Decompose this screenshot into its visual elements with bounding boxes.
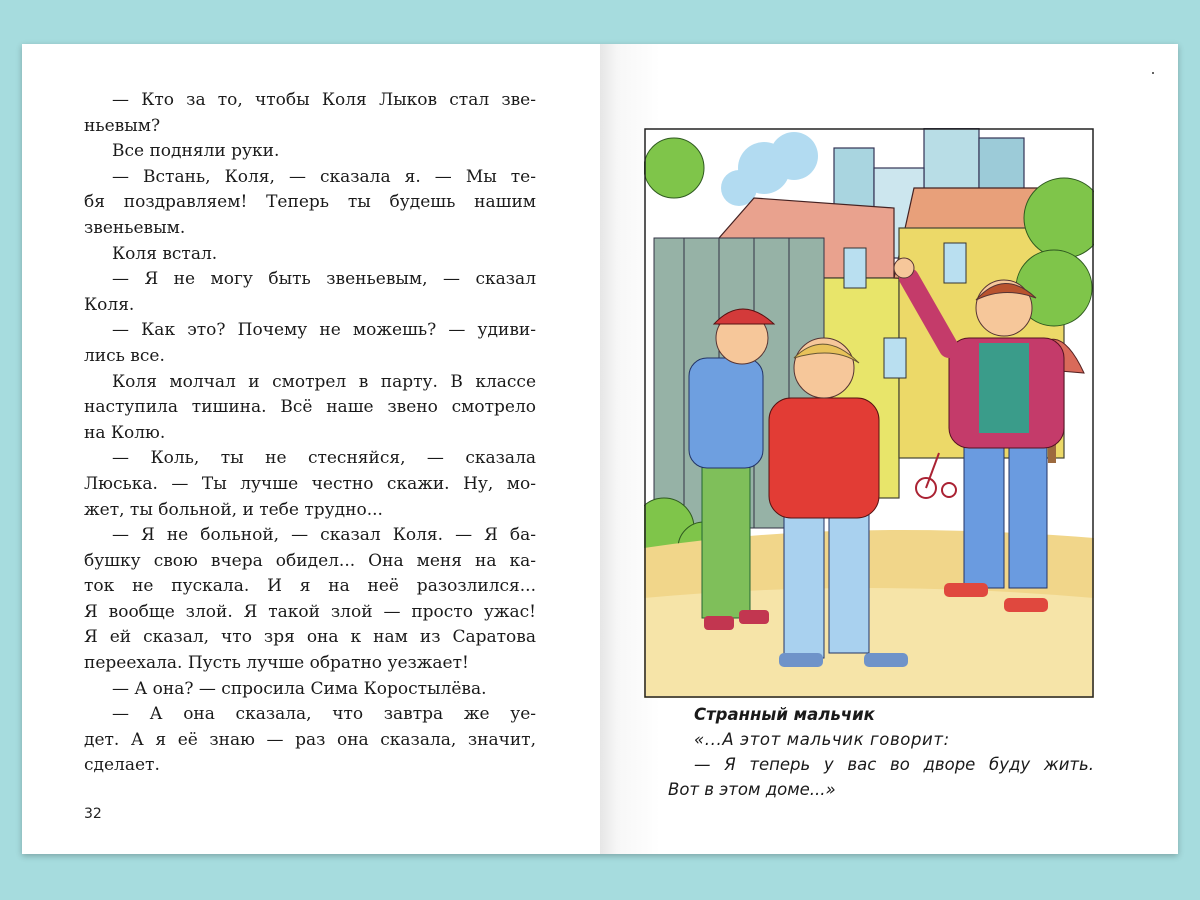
text-line: — Я не могу быть звеньевым, — сказал xyxy=(112,269,536,290)
text-line: сделает. xyxy=(84,755,160,776)
caption-line: «...А этот мальчик говорит: xyxy=(694,730,950,749)
text-line: на Колю. xyxy=(84,422,166,443)
text-line: — А она сказала, что завтра же уе- xyxy=(112,704,536,725)
text-line: — Коль, ты не стесняйся, — сказала xyxy=(112,448,536,469)
text-line: — Как это? Почему не можешь? — удиви- xyxy=(112,320,536,341)
text-line: Все подняли руки. xyxy=(112,141,280,162)
text-line: — Встань, Коля, — сказала я. — Мы те- xyxy=(112,166,536,187)
story-illustration xyxy=(644,128,1094,698)
left-page xyxy=(22,44,600,854)
text-line: Люська. — Ты лучше честно скажи. Ну, мо- xyxy=(84,473,536,494)
page-speck xyxy=(1152,72,1154,74)
text-line: Я вообще злой. Я такой злой — просто ужас! xyxy=(84,601,536,622)
text-line: звеньевым. xyxy=(84,217,186,238)
text-line: Коля. xyxy=(84,294,135,315)
text-line: переехала. Пусть лучше обратно уезжает! xyxy=(84,653,469,674)
text-line: — Я не больной, — сказал Коля. — Я ба- xyxy=(112,525,536,546)
text-line: дет. А я её знаю — раз она сказала, значит, xyxy=(84,729,536,750)
text-line: — Кто за то, чтобы Коля Лыков стал зве- xyxy=(112,90,536,110)
text-line: — А она? — спросила Сима Коростылёва. xyxy=(112,678,487,699)
text-line: Коля молчал и смотрел в парту. В классе xyxy=(112,371,536,392)
illustration-caption xyxy=(668,702,1098,802)
text-line: ньевым? xyxy=(84,115,161,136)
text-line: наступила тишина. Всё наше звено смотрело xyxy=(84,397,536,418)
text-line: Коля встал. xyxy=(112,243,218,264)
text-line: бушку свою вчера обидел... Она меня на ка- xyxy=(84,550,536,571)
caption-title: Странный мальчик xyxy=(694,705,875,724)
caption-line: Вот в этом доме...» xyxy=(668,780,836,799)
story-text xyxy=(84,88,536,779)
text-line: Я ей сказал, что зря она к нам из Саратова xyxy=(84,627,536,648)
text-line: лись все. xyxy=(84,345,165,366)
text-line: ток не пускала. И я на неё разозлился... xyxy=(84,576,536,597)
text-line: жет, ты больной, и тебе трудно... xyxy=(84,499,383,520)
page-number: 32 xyxy=(84,806,102,822)
caption-line: — Я теперь у вас во дворе буду жить. xyxy=(694,755,1094,774)
text-line: бя поздравляем! Теперь ты будешь нашим xyxy=(84,192,536,213)
